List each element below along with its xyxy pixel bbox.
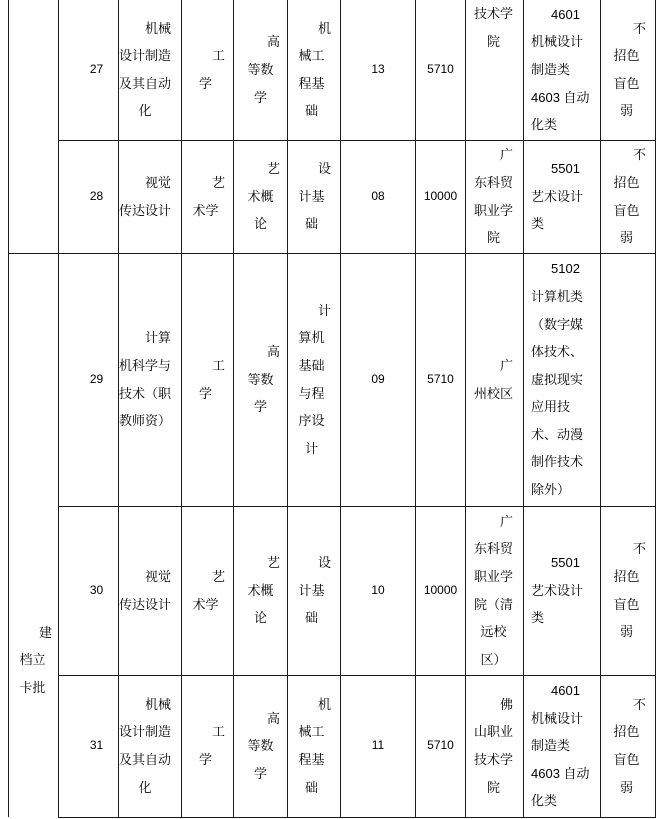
major-name-cell: 视觉 传达设计 (119, 140, 182, 253)
exam-subject-2-cell: 机 械工 程基 础 (288, 675, 341, 817)
row-number-cell: 31 (59, 675, 119, 817)
major-name-cell: 视觉 传达设计 (119, 506, 182, 675)
admissions-table (8, 0, 656, 818)
tuition-cell: 10000 (416, 140, 466, 253)
school-cell: 广 东科贸 职业学 院（清 远校 区） (466, 506, 524, 675)
exam-subject-2-cell: 机 械工 程基 础 (288, 0, 341, 140)
remarks-cell (601, 253, 656, 506)
table-row (9, 140, 656, 253)
row-number-cell: 30 (59, 506, 119, 675)
row-number-cell: 27 (59, 0, 119, 140)
major-code-cell: 11 (341, 675, 416, 817)
major-code-cell: 13 (341, 0, 416, 140)
table-row (9, 0, 656, 140)
row-number-cell: 29 (59, 253, 119, 506)
exam-subject-2-cell: 设 计基 础 (288, 140, 341, 253)
school-cell: 广 州校区 (466, 253, 524, 506)
school-cell: 广 东科贸 职业学 院 (466, 140, 524, 253)
remarks-cell: 不 招色 盲色 弱 (601, 506, 656, 675)
remarks-cell: 不 招色 盲色 弱 (601, 140, 656, 253)
major-code-cell: 09 (341, 253, 416, 506)
table-row (9, 253, 656, 506)
tuition-cell: 5710 (416, 0, 466, 140)
exam-subject-1-cell: 高 等数 学 (234, 253, 288, 506)
discipline-cell: 艺 术学 (182, 506, 234, 675)
major-class-cell: 5501 艺术设计 类 (524, 140, 601, 253)
batch-cell-continued (9, 0, 59, 253)
batch-name-cell: 建 档立 卡批 (9, 253, 59, 817)
exam-subject-1-cell: 高 等数 学 (234, 0, 288, 140)
major-class-cell: 5501 艺术设计 类 (524, 506, 601, 675)
discipline-cell: 工 学 (182, 675, 234, 817)
row-number-cell: 28 (59, 140, 119, 253)
major-class-cell: 5102 计算机类 （数字媒 体技术、 虚拟现实 应用技 术、动漫 制作技术 除外） (524, 253, 601, 506)
school-cell: 技术学 院 (466, 0, 524, 140)
major-code-cell: 10 (341, 506, 416, 675)
exam-subject-1-cell: 高 等数 学 (234, 675, 288, 817)
exam-subject-2-cell: 设 计基 础 (288, 506, 341, 675)
remarks-cell: 不 招色 盲色 弱 (601, 0, 656, 140)
major-name-cell: 计算 机科学与 技术（职 教师资） (119, 253, 182, 506)
major-code-cell: 08 (341, 140, 416, 253)
major-name-cell: 机械 设计制造 及其自动 化 (119, 675, 182, 817)
major-name-cell: 机械 设计制造 及其自动 化 (119, 0, 182, 140)
tuition-cell: 5710 (416, 253, 466, 506)
major-class-cell: 4601 机械设计 制造类 4603 自动 化类 (524, 0, 601, 140)
school-cell: 佛 山职业 技术学 院 (466, 675, 524, 817)
exam-subject-1-cell: 艺 术概 论 (234, 140, 288, 253)
table-row (9, 675, 656, 817)
discipline-cell: 工 学 (182, 0, 234, 140)
exam-subject-2-cell: 计 算机 基础 与程 序设 计 (288, 253, 341, 506)
major-class-cell: 4601 机械设计 制造类 4603 自动 化类 (524, 675, 601, 817)
discipline-cell: 艺 术学 (182, 140, 234, 253)
discipline-cell: 工 学 (182, 253, 234, 506)
tuition-cell: 5710 (416, 675, 466, 817)
remarks-cell: 不 招色 盲色 弱 (601, 675, 656, 817)
exam-subject-1-cell: 艺 术概 论 (234, 506, 288, 675)
table-row (9, 506, 656, 675)
tuition-cell: 10000 (416, 506, 466, 675)
